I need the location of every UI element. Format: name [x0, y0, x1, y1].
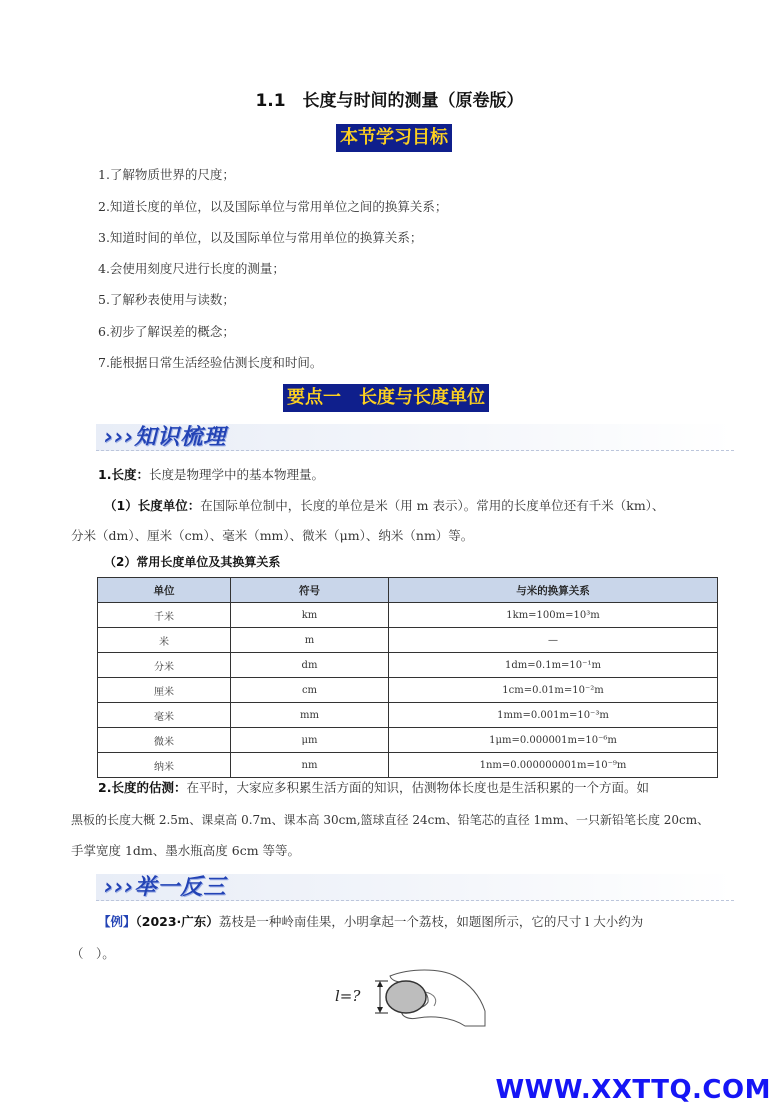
lychee-figure — [330, 966, 490, 1032]
table-cell: m — [231, 628, 389, 653]
paragraph-estimate-cont: 手掌宽度 1dm、墨水瓶高度 6cm 等等。 — [71, 843, 301, 858]
goal-item: 1.了解物质世界的尺度； — [98, 167, 235, 182]
table-header: 与米的换算关系 — [389, 578, 718, 603]
table-cell: 毫米 — [98, 703, 231, 728]
table-cell: 厘米 — [98, 678, 231, 703]
paragraph-label: 1.长度： — [98, 467, 149, 482]
table-row — [98, 653, 718, 678]
table-cell: nm — [231, 753, 389, 778]
table-row — [98, 628, 718, 653]
practice-banner-text: ›››举一反三 — [104, 875, 227, 900]
table-cell: cm — [231, 678, 389, 703]
table-cell: mm — [231, 703, 389, 728]
paragraph-label: （1）长度单位： — [104, 498, 201, 513]
paragraph-unit — [104, 495, 744, 517]
table-header: 单位 — [98, 578, 231, 603]
table-cell: 1dm=0.1m=10⁻¹m — [389, 653, 718, 678]
paragraph-estimate-cont: 黑板的长度大概 2.5m、课桌高 0.7m、课本高 30cm,篮球直径 24cm、铅笔芯的直径 1mm、一只新铅笔长度 20cm、 — [71, 813, 710, 827]
example-tag: 【例】 — [98, 914, 136, 929]
goal-item: 7.能根据日常生活经验估测长度和时间。 — [98, 355, 323, 370]
table-cell: 千米 — [98, 603, 231, 628]
figure-label: l=? — [335, 987, 361, 1005]
paragraph-label: 2.长度的估测： — [98, 780, 187, 795]
table-row — [98, 678, 718, 703]
table-cell: 1km=100m=10³m — [389, 603, 718, 628]
goal-item: 6.初步了解误差的概念； — [98, 324, 235, 339]
table-row — [98, 703, 718, 728]
goal-item: 5.了解秒表使用与读数； — [98, 292, 235, 307]
table-cell: 1cm=0.01m=10⁻²m — [389, 678, 718, 703]
table-cell: km — [231, 603, 389, 628]
knowledge-banner-text: ›››知识梳理 — [104, 425, 227, 450]
table-header: 符号 — [231, 578, 389, 603]
goal-item: 4.会使用刻度尺进行长度的测量； — [98, 261, 285, 276]
table-cell: μm — [231, 728, 389, 753]
paragraph-text: 在国际单位制中，长度的单位是米（用 m 表示）。常用的长度单位还有千米（km）、 — [200, 498, 665, 513]
table-cell: 1nm=0.000000001m=10⁻⁹m — [389, 753, 718, 778]
table-cell: 1mm=0.001m=10⁻³m — [389, 703, 718, 728]
example-blank: （ ）。 — [71, 946, 115, 961]
table-cell: 分米 — [98, 653, 231, 678]
paragraph-unit-cont: 分米（dm）、厘米（cm）、毫米（mm）、微米（μm）、纳米（nm）等。 — [71, 528, 474, 543]
table-cell: 纳米 — [98, 753, 231, 778]
paragraph-estimate — [98, 777, 649, 799]
table-caption: （2）常用长度单位及其换算关系 — [104, 555, 281, 569]
example-source: （2023·广东） — [135, 914, 219, 929]
table-header-row — [98, 578, 718, 603]
table-row — [98, 753, 718, 778]
table-cell: 米 — [98, 628, 231, 653]
paragraph-length — [98, 464, 324, 486]
table-row — [98, 728, 718, 753]
page-title: 1.1 长度与时间的测量（原卷版） — [255, 91, 524, 111]
example-text: 荔枝是一种岭南佳果，小明拿起一个荔枝，如题图所示，它的尺寸 l 大小约为 — [218, 914, 644, 929]
table-cell: — — [389, 628, 718, 653]
example-question — [98, 911, 643, 933]
paragraph-text: 长度是物理学中的基本物理量。 — [148, 467, 324, 482]
watermark: WWW.XXTTQ.COM — [495, 1075, 771, 1105]
goals-heading: 本节学习目标 — [336, 124, 452, 152]
table-row — [98, 603, 718, 628]
knowledge-banner — [96, 424, 734, 451]
goal-item: 3.知道时间的单位，以及国际单位与常用单位的换算关系； — [98, 230, 423, 245]
table-cell: 1μm=0.000001m=10⁻⁶m — [389, 728, 718, 753]
unit-table — [97, 577, 718, 778]
paragraph-text: 在平时，大家应多积累生活方面的知识，估测物体长度也是生活积累的一个方面。如 — [186, 780, 649, 795]
practice-banner — [96, 874, 734, 901]
goal-item: 2.知道长度的单位，以及国际单位与常用单位之间的换算关系； — [98, 199, 448, 214]
table-cell: dm — [231, 653, 389, 678]
table-cell: 微米 — [98, 728, 231, 753]
section-heading: 要点一 长度与长度单位 — [283, 384, 489, 412]
